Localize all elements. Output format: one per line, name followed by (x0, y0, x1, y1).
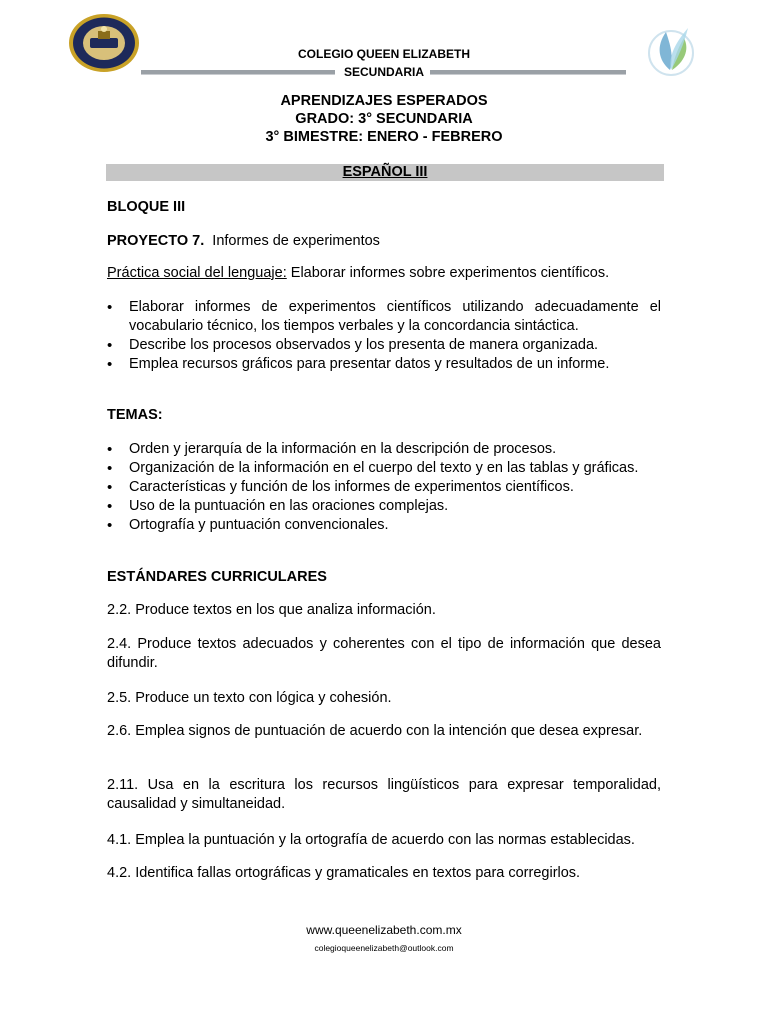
proyecto-label: PROYECTO 7. (107, 233, 205, 249)
document-titles (0, 92, 768, 146)
footer-website: www.queenelizabeth.com.mx (306, 923, 462, 937)
estandares-heading: ESTÁNDARES CURRICULARES (107, 569, 327, 585)
list-item: • Características y función de los informes de experimentos científicos. (107, 478, 661, 497)
aprendizajes-list (107, 298, 661, 374)
list-item: • Organización de la información en el cuerpo del texto y en las tablas y gráficas. (107, 459, 661, 478)
list-item: • Describe los procesos observados y los presenta de manera organizada. (107, 336, 661, 355)
estandar-item: 2.4. Produce textos adecuados y coherentes con el tipo de información que desea difundir. (107, 636, 661, 671)
proyecto-line (107, 232, 661, 251)
estandar-item: 2.6. Emplea signos de puntuación de acuerdo con la intención que desea expresar. (107, 723, 643, 739)
footer-email: colegioqueenelizabeth@outlook.com (314, 943, 454, 953)
list-item: • Elaborar informes de experimentos científicos utilizando adecuadamente el vocabulario técnico, los tiempos verbales y la concordancia sintáctica. (107, 298, 661, 336)
practica-label: Práctica social del lenguaje: (107, 265, 287, 281)
estandar-item: 2.2. Produce textos en los que analiza información. (107, 602, 436, 618)
subject-label: ESPAÑOL III (342, 164, 428, 180)
temas-list (107, 440, 661, 535)
title-line-3: 3° BIMESTRE: ENERO - FEBRERO (265, 129, 503, 145)
estandar-item: 4.2. Identifica fallas ortográficas y gramaticales en textos para corregirlos. (107, 865, 581, 881)
school-level: SECUNDARIA (343, 65, 424, 79)
estandar-item: 2.5. Produce un texto con lógica y cohesión. (107, 690, 392, 706)
school-name: COLEGIO QUEEN ELIZABETH (297, 47, 470, 61)
subject-bar (106, 164, 664, 181)
temas-heading: TEMAS: (107, 407, 163, 423)
list-item: • Uso de la puntuación en las oraciones complejas. (107, 497, 661, 516)
estandar-item: 2.11. Usa en la escritura los recursos lingüísticos para expresar temporalidad, causalidad y simultaneidad. (107, 777, 661, 812)
list-item: • Ortografía y puntuación convencionales. (107, 516, 661, 535)
school-crest-icon (68, 13, 140, 73)
estandar-item: 4.1. Emplea la puntuación y la ortografía de acuerdo con las normas establecidas. (107, 832, 635, 848)
practica-line (107, 264, 661, 283)
list-item: • Emplea recursos gráficos para presentar datos y resultados de un informe. (107, 355, 661, 374)
title-line-1: APRENDIZAJES ESPERADOS (280, 93, 488, 109)
title-line-2: GRADO: 3° SECUNDARIA (295, 111, 473, 127)
practica-text: Elaborar informes sobre experimentos científicos. (286, 265, 610, 281)
bloque-heading: BLOQUE III (107, 199, 186, 215)
proyecto-title: Informes de experimentos (212, 233, 380, 249)
list-item: • Orden y jerarquía de la información en la descripción de procesos. (107, 440, 661, 459)
